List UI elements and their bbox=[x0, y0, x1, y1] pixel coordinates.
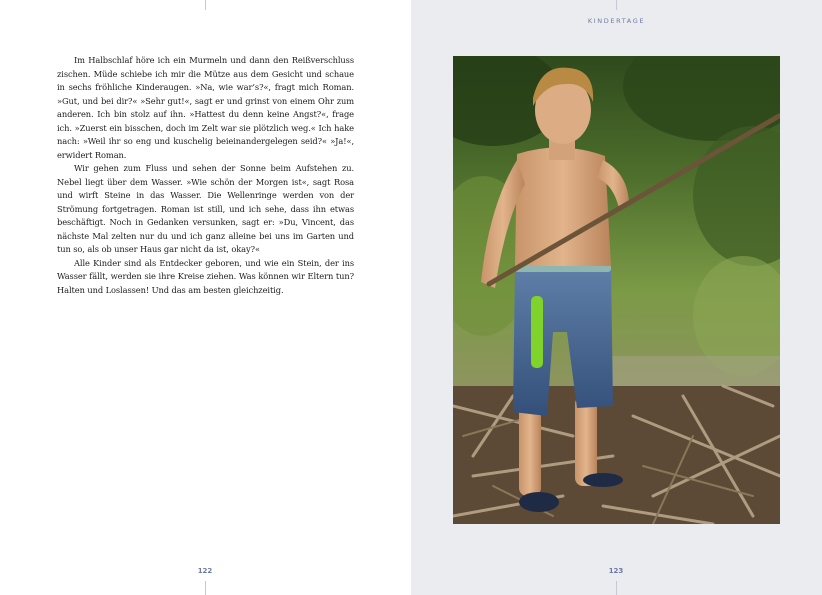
running-head: KINDERTAGE bbox=[587, 17, 646, 25]
top-crop-mark bbox=[205, 0, 206, 10]
paragraph: Wir gehen zum Fluss und sehen der Sonne beim Aufstehen zu. Nebel liegt über dem Wasser. »Wie schön der Morgen ist«, sagt Rosa und wirft Steine in das Wasser. Die Wellenringe werden von der Strömung fortgetragen. Roman ist still, und ich sehe, dass ihn etwas beschäftigt. Noch in Gedanken versunken, sagt er: »Du, Vincent, das nächste Mal zelten nur du und ich ganz alleine bei uns im Garten und tun so, als ob unser Haus gar nicht da ist, okay?« bbox=[57, 163, 354, 254]
top-crop-mark bbox=[616, 0, 617, 10]
page-number-left: 122 bbox=[197, 567, 213, 575]
paragraph: Im Halbschlaf höre ich ein Murmeln und dann den Reißverschluss zischen. Müde schiebe ich mir die Mütze aus dem Gesicht und schaue in sechs fröhliche Kinderaugen. »Na, wie war’s?«, fragt mich Roman. »Gut, und bei dir?« »Sehr gut!«, sagt er und grinst von einem Ohr zum anderen. Ich bin stolz auf ihn. »Hattest du denn keine Angst?«, frage ich. »Zuerst ein bisschen, doch im Zelt war sie plötzlich weg.« Ich hake nach: »Weil ihr so eng und kuschelig beieinandergelegen seid?« »Ja!«, erwidert Roman. bbox=[57, 55, 354, 160]
body-text bbox=[57, 54, 354, 297]
paragraph: Alle Kinder sind als Entdecker geboren, und wie ein Stein, der ins Wasser fällt, werden sie ihre Kreise ziehen. Was können wir Eltern tun? Halten und Loslassen! Und das am besten gleichzeitig. bbox=[57, 257, 354, 295]
bottom-crop-mark bbox=[205, 581, 206, 595]
boy-with-stick-photo bbox=[453, 56, 780, 524]
right-page bbox=[411, 0, 822, 595]
bottom-crop-mark bbox=[616, 581, 617, 595]
page-number-right: 123 bbox=[608, 567, 624, 575]
